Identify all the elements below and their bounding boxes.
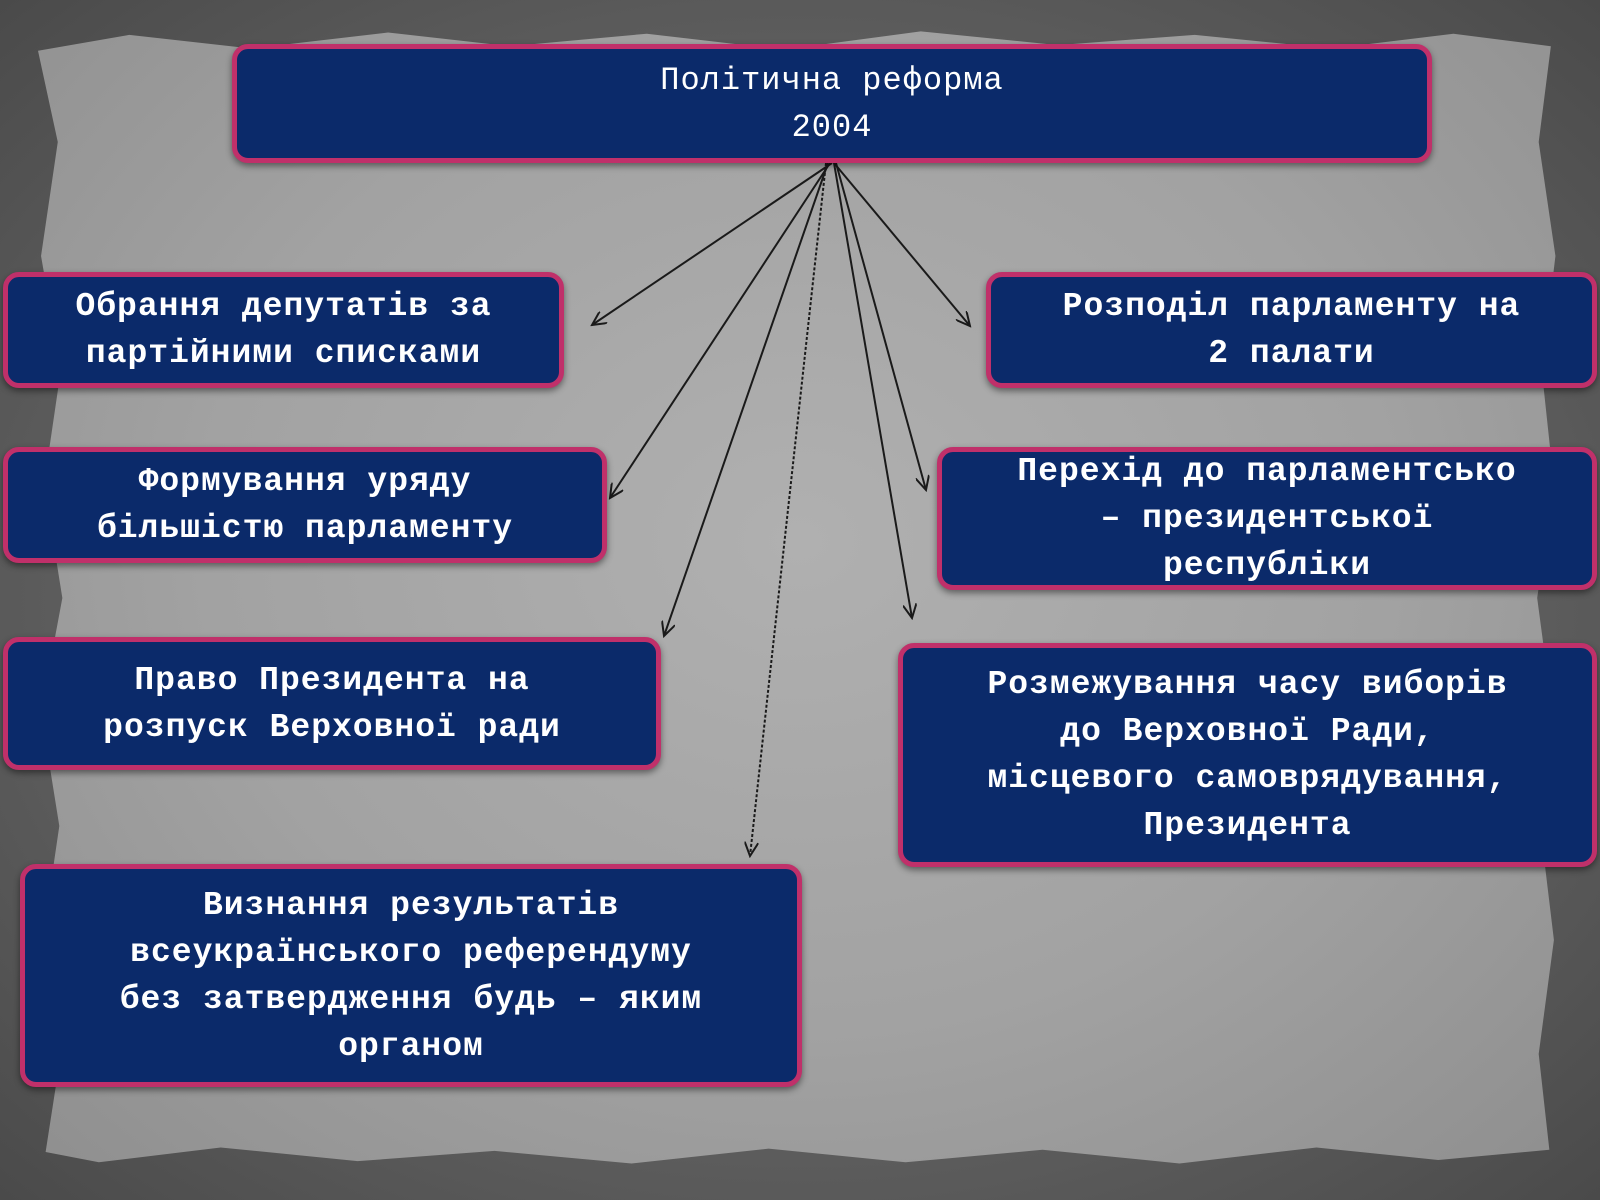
arrow-to-elections [834,163,912,618]
box-line: Формування уряду [138,463,472,500]
box-line: Право Президента на [134,661,530,699]
box-line: розпуск Верховної ради [103,708,561,746]
arrow-to-president-right [664,163,828,636]
box-line: Обрання депутатів за [75,288,492,325]
box-line: до Верховної Ради, [1060,713,1435,750]
box-party-lists [3,272,564,388]
box-president-dissolution [3,637,661,770]
box-line: Розмежування часу виборів [987,666,1508,703]
arrow-to-party-lists [592,163,832,325]
box-referendum [20,864,802,1087]
box-line: – президентської [1100,500,1434,537]
arrow-to-government [610,163,830,498]
box-line: Перехід до парламентсько [1017,453,1517,490]
arrow-to-two-chambers [834,163,970,326]
box-line: всеукраїнського референдуму [130,933,692,971]
box-line: без затвердження будь – яким [119,980,703,1018]
box-line: партійними списками [85,335,482,372]
box-line: Визнання результатів [202,886,620,924]
box-parliamentary-presidential-republic [937,447,1597,590]
box-line: місцевого самоврядування, [987,760,1508,797]
root-year: 2004 [791,108,873,146]
root-title: Політична реформа [660,61,1004,99]
box-line: більшістю парламенту [96,510,514,547]
box-government-formation [3,447,607,563]
box-line: органом [338,1027,484,1065]
box-line: Президента [1143,807,1352,844]
box-line: республіки [1162,547,1372,584]
box-election-timing [898,643,1597,867]
root-box-political-reform [232,44,1432,163]
box-two-chambers [986,272,1597,388]
box-line: Розподіл парламенту на [1062,288,1521,325]
box-line: 2 палати [1208,335,1375,372]
